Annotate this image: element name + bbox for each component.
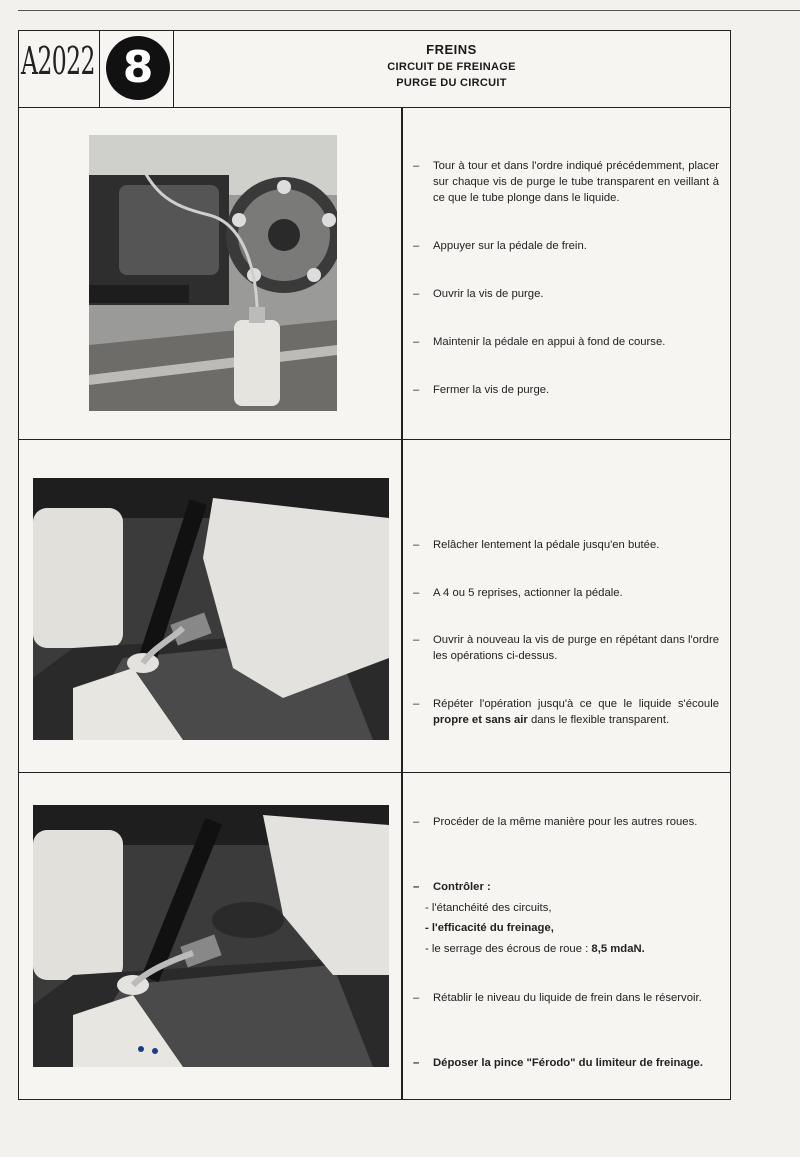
- photo-brake-caliper: [89, 135, 337, 411]
- page-subtitle: CIRCUIT DE FREINAGE: [387, 61, 516, 73]
- step: – Procéder de la même manière pour les autres roues.: [413, 816, 698, 828]
- step: – Relâcher lentement la pédale jusqu'en butée.: [413, 539, 660, 551]
- doc-code-cell: [19, 31, 100, 107]
- header: [19, 31, 730, 108]
- panel-2: [19, 440, 730, 773]
- section-number-badge: 8: [106, 36, 170, 100]
- photo-pedal-press: [33, 478, 389, 740]
- section-number-cell: [99, 31, 174, 107]
- step: – Rétablir le niveau du liquide de frein dans le réservoir.: [413, 992, 702, 1004]
- step: – Fermer la vis de purge.: [413, 384, 550, 396]
- page-subsubtitle: PURGE DU CIRCUIT: [396, 77, 507, 89]
- step: – Déposer la pince "Férodo" du limiteur de freinage.: [413, 1057, 703, 1069]
- step: – Répéter l'opération jusqu'à ce que le liquide s'écoule propre et sans air dans le flexible transparent.: [413, 698, 719, 726]
- step: – Ouvrir la vis de purge.: [413, 288, 544, 300]
- panel-1-steps: [413, 107, 719, 440]
- step: – Tour à tour et dans l'ordre indiqué précédemment, placer sur chaque vis de purge le tube transparent en veillant à ce que le tube plonge dans le liquide.: [413, 160, 719, 204]
- photo-pedal-check: [33, 805, 389, 1067]
- control-item: - l'étanchéité des circuits,: [425, 902, 552, 914]
- panel-1: [19, 107, 730, 440]
- step: – A 4 ou 5 reprises, actionner la pédale.: [413, 587, 623, 599]
- page-title: FREINS: [426, 42, 477, 57]
- panel-3: [19, 773, 730, 1099]
- step: – Appuyer sur la pédale de frein.: [413, 240, 587, 252]
- step: – Ouvrir à nouveau la vis de purge en répétant dans l'ordre les opérations ci-dessus.: [413, 634, 719, 662]
- panel-2-steps: [413, 440, 719, 773]
- control-item: - le serrage des écrous de roue : 8,5 mdaN.: [425, 943, 645, 955]
- document-sheet: [18, 30, 731, 1100]
- control-item: - l'efficacité du freinage,: [425, 922, 554, 934]
- step: – Maintenir la pédale en appui à fond de course.: [413, 336, 666, 348]
- doc-code: A2022: [21, 39, 95, 83]
- top-rule: [18, 10, 800, 11]
- panel-3-steps: [413, 773, 719, 1099]
- step-control: – Contrôler :: [413, 881, 491, 893]
- header-titles: [173, 31, 730, 107]
